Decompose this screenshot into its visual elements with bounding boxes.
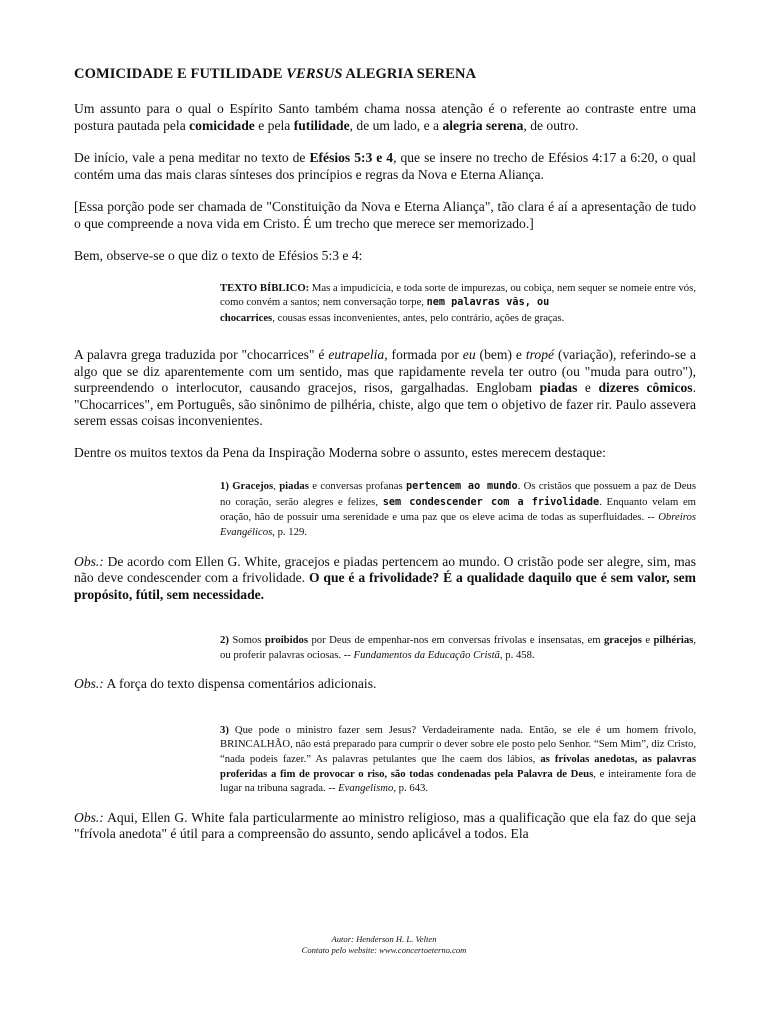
text: Somos xyxy=(228,634,265,647)
text-italic: tropé xyxy=(525,347,555,363)
paragraph-ephesians xyxy=(74,150,696,183)
text: por Deus de empenhar-nos em conversas frívolas e insensatas, em xyxy=(308,634,604,647)
text: De acordo com Ellen G. White, gracejos e piadas pertencem ao mundo. O cristão pode ser alegre, sim, mas não deve condescender com a frivolidade. xyxy=(74,553,696,586)
text: e pela xyxy=(254,117,294,133)
text-bold: 2) xyxy=(220,634,229,647)
document-title xyxy=(74,66,696,83)
text: , cousas essas inconvenientes, antes, pelo contrário, ações de graças. xyxy=(272,311,565,324)
text: Um assunto para o qual o Espírito Santo também chama nossa atenção é o referente ao contraste entre uma postura pautada pela xyxy=(74,101,696,133)
text-bold: sem condescender com a frivolidade xyxy=(382,496,600,508)
document-page xyxy=(74,66,696,859)
text: , p. 458. xyxy=(499,648,535,661)
obs-label: Obs.: xyxy=(74,676,104,692)
text: , de um lado, e a xyxy=(349,117,443,133)
paragraph-observe: Bem, observe-se o que diz o texto de Efésios 5:3 e 4: xyxy=(74,248,363,263)
paragraph-bracket-note: [Essa porção pode ser chamada de "Constituição da Nova e Eterna Aliança", tão clara é aí a apresentação de tudo o que compreende a nova vida em Cristo. É um trecho que merece ser memorizado.] xyxy=(74,199,696,231)
text: De início, vale a pena meditar no texto de xyxy=(74,150,310,165)
text: (variação), referindo-se a algo que se diz aparentemente com um sentido, mas que rapidamente revela ter outro (ou "muda para outro"), surpreendendo o interlocutor, causando gracejos, risos, gargalhadas. Englobam xyxy=(74,347,696,396)
text-bold: pilhérias xyxy=(653,634,694,647)
text-bold: comicidade xyxy=(189,117,255,133)
paragraph-eutrapelia xyxy=(74,347,696,430)
text: . Enquanto velam em oração, hão de possuir uma serenidade e uma paz que os eleve acima de todas as superfluidades. -- xyxy=(220,495,696,524)
text-bold: nem palavras vãs, ou xyxy=(426,297,550,309)
text: , formada por xyxy=(384,347,463,363)
text: . Os cristãos que possuem a paz de Deus no coração, serão alegres e felizes, xyxy=(220,480,696,508)
text-bold: chocarrices xyxy=(220,311,273,324)
text-bold: piadas xyxy=(539,380,578,396)
title-part: ALEGRIA SERENA xyxy=(342,66,477,82)
obs-label: Obs.: xyxy=(74,553,104,569)
text-bold: 1) Gracejos xyxy=(220,480,274,493)
text: , p. 643. xyxy=(393,782,429,795)
text-bold: as frívolas anedotas, as palavras proferidas a fim de provocar o riso, são todas condenadas pela Palavra de Deus xyxy=(220,753,696,780)
text-italic: Fundamentos da Educação Cristã xyxy=(353,648,500,661)
quote-3 xyxy=(220,723,696,796)
page-footer xyxy=(0,934,768,956)
text: (bem) e xyxy=(475,347,526,363)
text: e xyxy=(641,634,654,647)
title-versus: VERSUS xyxy=(286,66,343,82)
text: Que pode o ministro fazer sem Jesus? Verdadeiramente nada. Então, se ele é um homem frívolo, BRINCALHÃO, não está preparado para cumprir o dever sobre ele posto pelo Senhor. “Sem Mim”, diz Cristo, “nada podeis fazer.” As palavras petulantes que lhe caem dos lábios, xyxy=(220,723,696,766)
text: , de outro. xyxy=(523,117,579,133)
text-bold: 3) xyxy=(220,723,229,736)
obs-1 xyxy=(74,554,696,604)
text: Aqui, Ellen G. White fala particularmente ao ministro religioso, mas a qualificação que ela faz do que seja "frívola anedota" é útil para a compreensão do assunto, sendo aplicável a todos. Ela xyxy=(74,809,696,842)
obs-label: Obs.: xyxy=(74,809,104,825)
text-bold: gracejos xyxy=(603,634,642,647)
paragraph-intro xyxy=(74,101,696,134)
footer-contact: Contato pelo website: www.concertoeterno.com xyxy=(301,945,467,955)
text-bold: pertencem ao mundo xyxy=(405,481,518,493)
text-bold: proibidos xyxy=(264,634,309,647)
text-italic: eu xyxy=(462,347,476,363)
text-bold: alegria serena xyxy=(442,117,524,133)
text: e xyxy=(577,380,599,396)
text: , que se insere no trecho de Efésios 4:17 a 6:20, o qual contém uma das mais claras sínteses dos princípios e regras da Nova e Eterna Aliança. xyxy=(74,150,696,182)
quote-2 xyxy=(220,633,696,662)
text: A palavra grega traduzida por "chocarrices" é xyxy=(74,347,329,363)
obs-3 xyxy=(74,810,696,843)
text: , e inteiramente fora de lugar na tribuna sagrada. -- xyxy=(220,767,696,795)
quote-label: TEXTO BÍBLICO: xyxy=(220,281,310,294)
biblical-text-quote xyxy=(220,281,696,326)
text-italic: Obreiros Evangélicos xyxy=(220,511,696,539)
text: , ou proferir palavras ociosas. -- xyxy=(220,634,696,661)
text: e conversas profanas xyxy=(308,480,406,493)
title-part: COMICIDADE E FUTILIDADE xyxy=(74,66,287,82)
quote-1 xyxy=(220,479,696,539)
obs-2 xyxy=(74,676,696,693)
text: . "Chocarrices", em Português, são sinônimo de pilhéria, chiste, algo que tem o objetivo de fazer rir. Paulo assevera serem essas coisas inconvenientes. xyxy=(74,380,696,429)
text-bold: futilidade xyxy=(293,117,350,133)
text-bold: dizeres cômicos xyxy=(598,380,693,396)
text-bold: Efésios 5:3 e 4 xyxy=(309,150,394,165)
text: , p. 129. xyxy=(272,526,307,539)
text-italic: eutrapelia xyxy=(328,347,385,363)
text-bold: piadas xyxy=(279,480,309,493)
paragraph-highlights: Dentre os muitos textos da Pena da Inspiração Moderna sobre o assunto, estes merecem destaque: xyxy=(74,444,606,460)
footer-author: Autor: Henderson H. L. Velten xyxy=(331,934,437,944)
text-italic: Evangelismo xyxy=(338,782,394,795)
text: , xyxy=(273,480,280,493)
text: Mas a impudicícia, e toda sorte de impurezas, ou cobiça, nem sequer se nomeie entre vós, como convém a santos; nem conversação torpe, xyxy=(220,281,696,309)
text: A força do texto dispensa comentários adicionais. xyxy=(103,676,377,692)
text-bold: O que é a frivolidade? É a qualidade daquilo que é sem valor, sem propósito, fútil, sem necessidade. xyxy=(74,570,696,602)
